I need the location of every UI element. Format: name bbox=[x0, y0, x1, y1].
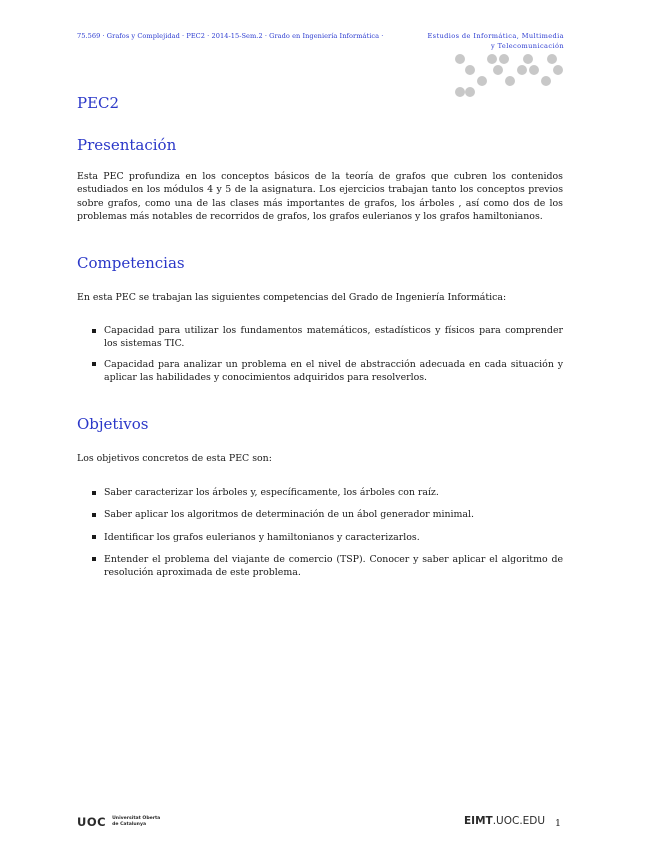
list-item: Capacidad para utilizar los fundamentos matemáticos, estadísticos y físicos para comprender los sistemas TIC. bbox=[77, 324, 563, 351]
page-number: 1 bbox=[555, 818, 561, 829]
eimt-bold: EIMT bbox=[464, 815, 493, 827]
document-title: PEC2 bbox=[77, 94, 120, 112]
list-item: Saber aplicar los algoritmos de determinación de un ábol generador minimal. bbox=[77, 508, 563, 521]
competencias-intro: En esta PEC se trabajan las siguientes competencias del Grado de Ingeniería Informática: bbox=[77, 292, 507, 303]
objetivos-list bbox=[77, 486, 563, 579]
studies-line-1: Estudios de Informática, Multimedia bbox=[427, 32, 564, 40]
bullet-icon bbox=[92, 362, 96, 366]
list-item: Saber caracterizar los árboles y, específicamente, los árboles con raíz. bbox=[77, 486, 563, 499]
list-item: Identificar los grafos eulerianos y hamiltonianos y caracterizarlos. bbox=[77, 531, 563, 544]
bullet-icon bbox=[92, 535, 96, 539]
competencias-list bbox=[77, 324, 563, 384]
heading-competencias: Competencias bbox=[77, 254, 185, 272]
heading-objetivos: Objetivos bbox=[77, 415, 149, 433]
uoc-mark: UOC bbox=[77, 815, 107, 829]
list-item: Capacidad para analizar un problema en el nivel de abstracción adecuada en cada situación y aplicar las habilidades y conocimientos adquiridos para resolverlos. bbox=[77, 358, 563, 385]
eimt-domain: .UOC.EDU bbox=[492, 815, 546, 827]
dot-pattern-logo bbox=[452, 53, 568, 99]
list-item: Entender el problema del viajante de comercio (TSP). Conocer y saber aplicar el algoritmo de resolución aproximada de este problema. bbox=[77, 553, 563, 580]
bullet-icon bbox=[92, 557, 96, 561]
bullet-icon bbox=[92, 491, 96, 495]
running-header-studies bbox=[404, 32, 564, 51]
uoc-name: Universitat Oberta de Catalunya bbox=[112, 816, 161, 827]
eimt-logo bbox=[464, 815, 545, 827]
presentacion-paragraph: Esta PEC profundiza en los conceptos básicos de la teoría de grafos que cubren los contenidos estudiados en los módulos 4 y 5 de la asignatura. Los ejercicios trabajan tanto los conceptos previos sobre grafos, como una de las clases más importantes de grafos, los árboles , así como dos de los problemas más notables de recorridos de grafos, los grafos eulerianos y los grafos hamiltonianos. bbox=[77, 171, 563, 222]
uoc-logo bbox=[77, 813, 160, 831]
heading-presentacion: Presentación bbox=[77, 136, 177, 154]
bullet-icon bbox=[92, 513, 96, 517]
objetivos-intro: Los objetivos concretos de esta PEC son: bbox=[77, 453, 272, 464]
running-header-course: 75.569 · Grafos y Complejidad · PEC2 · 2014-15-Sem.2 · Grado en Ingeniería Informática · bbox=[77, 32, 384, 40]
studies-line-2: y Telecomunicación bbox=[491, 41, 564, 50]
bullet-icon bbox=[92, 329, 96, 333]
